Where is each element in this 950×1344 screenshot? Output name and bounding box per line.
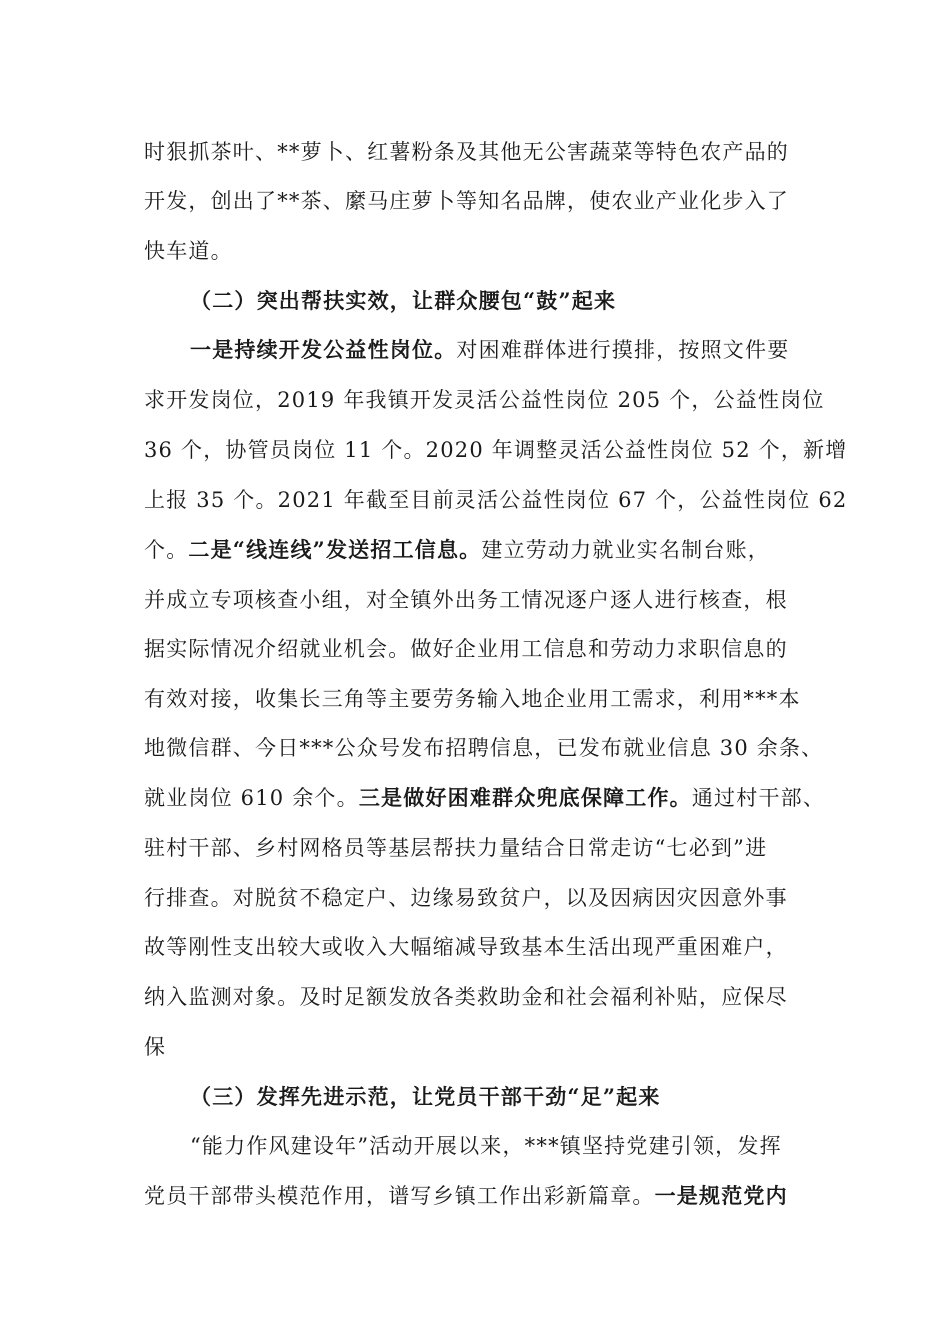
text-run: 建立劳动力就业实名制台账， [481,538,770,562]
paragraph-line: 驻村干部、乡村网格员等基层帮扶力量结合日常走访“七必到”进 [144,836,768,860]
paragraph-line: 保 [144,1035,167,1059]
paragraph-line: 并成立专项核查小组，对全镇外出务工情况逐户逐人进行核查，根 [144,588,788,612]
text-run: 对困难群体进行摸排，按照文件要 [456,338,790,362]
paragraph-line [144,1181,814,1211]
bold-lead: 一是持续开发公益性岗位。 [190,337,457,362]
bold-lead: 一是规范党内 [654,1183,788,1208]
text-run: 个。 [144,538,189,562]
paragraph-line [190,335,860,365]
paragraph-line [144,535,814,565]
paragraph-line: 求开发岗位，2019 年我镇开发灵活公益性岗位 205 个，公益性岗位 [144,388,825,412]
paragraph-line: 据实际情况介绍就业机会。做好企业用工信息和劳动力求职信息的 [144,637,788,661]
text-run: 就业岗位 610 余个。 [144,786,359,810]
text-run: 通过村干部、 [691,786,826,810]
paragraph-line: 快车道。 [144,239,233,263]
paragraph-line: 有效对接，收集长三角等主要劳务输入地企业用工需求，利用***本 [144,687,801,711]
bold-lead: 二是“线连线”发送招工信息。 [188,537,482,562]
section-heading-3: （三）发挥先进示范，让党员干部干劲“足”起来 [190,1084,661,1109]
paragraph-line: 行排查。对脱贫不稳定户、边缘易致贫户，以及因病因灾因意外事 [144,886,788,910]
paragraph-line: 时狠抓茶叶、**萝卜、红薯粉条及其他无公害蔬菜等特色农产品的 [144,140,789,164]
paragraph-line: 上报 35 个。2021 年截至目前灵活公益性岗位 67 个，公益性岗位 62 [144,488,848,512]
paragraph-line: 地微信群、今日***公众号发布招聘信息，已发布就业信息 30 余条、 [144,736,824,760]
paragraph-line: “能力作风建设年”活动开展以来，***镇坚持党建引领，发挥 [190,1134,782,1158]
paragraph-line: 开发，创出了**茶、縻马庄萝卜等知名品牌，使农业产业化步入了 [144,189,789,213]
bold-lead: 三是做好困难群众兜底保障工作。 [358,785,692,810]
section-heading-2: （二）突出帮扶实效，让群众腰包“鼓”起来 [190,288,617,313]
text-run: 党员干部带头模范作用，谱写乡镇工作出彩新篇章。 [144,1184,655,1208]
paragraph-line: 36 个，协管员岗位 11 个。2020 年调整灵活公益性岗位 52 个，新增 [144,438,848,462]
paragraph-line [144,783,826,813]
paragraph-line: 纳入监测对象。及时足额发放各类救助金和社会福利补贴，应保尽 [144,985,788,1009]
paragraph-line: 故等刚性支出较大或收入大幅缩减导致基本生活出现严重困难户， [144,935,788,959]
